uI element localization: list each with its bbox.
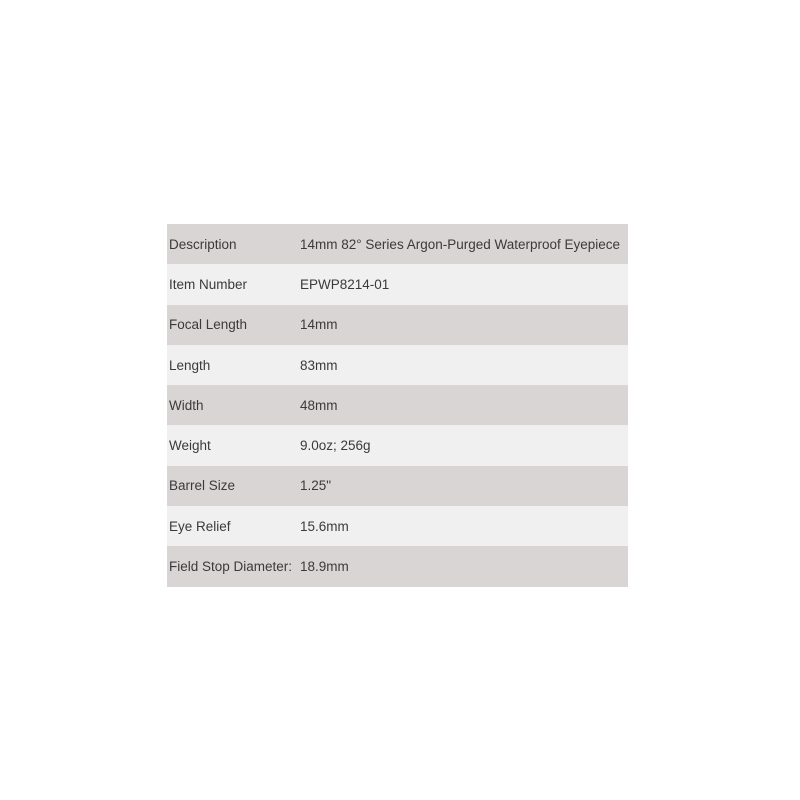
spec-label: Eye Relief <box>167 506 300 546</box>
spec-row-eye-relief <box>167 506 628 546</box>
spec-row-focal-length <box>167 305 628 345</box>
spec-value: 18.9mm <box>300 546 628 586</box>
spec-value: 1.25" <box>300 466 628 506</box>
spec-value: 9.0oz; 256g <box>300 425 628 465</box>
spec-value: 15.6mm <box>300 506 628 546</box>
spec-value: EPWP8214-01 <box>300 264 628 304</box>
spec-label: Length <box>167 345 300 385</box>
spec-row-barrel-size <box>167 466 628 506</box>
spec-label: Item Number <box>167 264 300 304</box>
spec-row-weight <box>167 425 628 465</box>
spec-table <box>167 224 628 587</box>
spec-label: Description <box>167 224 300 264</box>
spec-row-item-number <box>167 264 628 304</box>
spec-label: Focal Length <box>167 305 300 345</box>
spec-label: Field Stop Diameter: <box>167 546 300 586</box>
spec-row-description <box>167 224 628 264</box>
spec-label: Barrel Size <box>167 466 300 506</box>
spec-row-field-stop-diameter <box>167 546 628 586</box>
spec-value: 14mm <box>300 305 628 345</box>
spec-value: 83mm <box>300 345 628 385</box>
spec-value: 48mm <box>300 385 628 425</box>
spec-label: Width <box>167 385 300 425</box>
spec-row-width <box>167 385 628 425</box>
spec-row-length <box>167 345 628 385</box>
spec-value: 14mm 82° Series Argon-Purged Waterproof Eyepiece <box>300 224 628 264</box>
spec-label: Weight <box>167 425 300 465</box>
